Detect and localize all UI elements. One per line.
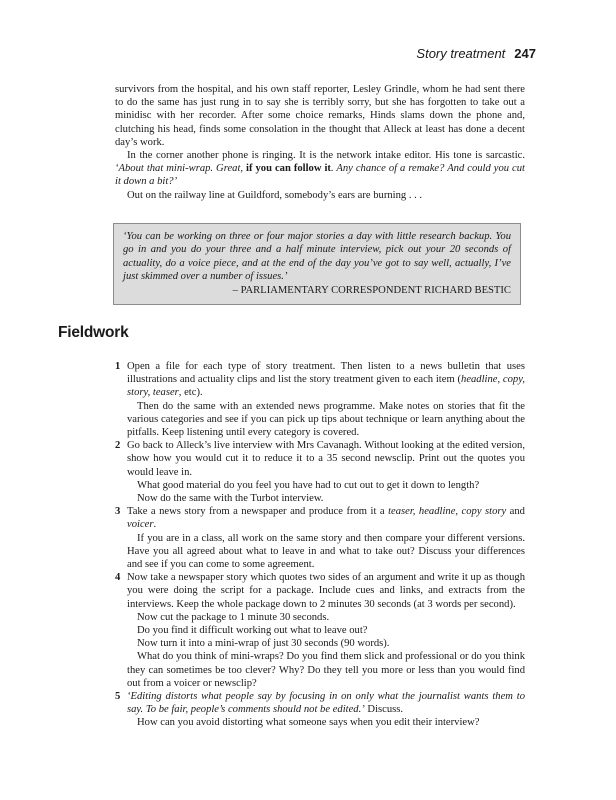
fieldwork-list	[115, 360, 525, 730]
item-paragraph: Now cut the package to 1 minute 30 seconds.	[137, 611, 330, 623]
item-text: .	[153, 519, 157, 531]
intro-p2-text: In the corner another phone is ringing. It is the network intake editor. His tone is sarcastic.	[127, 150, 525, 162]
item-number: 3	[115, 506, 121, 518]
page-number: 247	[514, 46, 536, 61]
item-paragraph: Now take a newspaper story which quotes two sides of an argument and write it up as though you were doing the script for a package. Include cues and links, and extracts from the interviews. Keep the whole package down to 2 minutes 30 seconds (at 3 words per second).	[127, 572, 525, 610]
fieldwork-item-5	[115, 690, 525, 730]
item-italic: headline, copy, story, teaser	[127, 374, 525, 399]
fieldwork-item-3	[115, 505, 525, 571]
item-text: Open a file for each type of story treatment. Then listen to a news bulletin that uses illustrations and actuality clips and list the story treatment given to each item (	[127, 361, 525, 386]
item-paragraph: Go back to Alleck’s live interview with Mrs Cavanagh. Without looking at the edited version, show how you would cut it to reduce it to a 35 second newsclip. Print out the quotes you would leave in.	[127, 440, 525, 478]
fieldwork-item-4	[115, 571, 525, 690]
intro-paragraph-2	[115, 149, 525, 189]
item-number: 5	[115, 691, 121, 703]
item-italic: ‘Editing distorts what people say by focusing in on only what the journalist wants them to say. To be fair, people’s comments should not be edited.’	[127, 691, 525, 716]
fieldwork-item-2	[115, 439, 525, 505]
item-text: Take a news story from a newspaper and produce from it a	[127, 506, 389, 518]
quote-box	[113, 223, 521, 305]
intro-p2-bold: if you can follow it	[246, 163, 331, 175]
item-paragraph: What good material do you feel you have had to cut out to get it down to length?	[137, 479, 480, 491]
item-number: 4	[115, 572, 121, 584]
intro-p2-quote-end: . Any chance of a remake? And could you cut it down a bit?’	[115, 163, 525, 188]
section-title: Story treatment	[416, 46, 506, 61]
item-text: and	[506, 506, 525, 518]
item-paragraph: How can you avoid distorting what someone says when you edit their interview?	[137, 717, 480, 729]
item-paragraph: Do you find it difficult working out what to leave out?	[137, 625, 368, 637]
intro-paragraph-3: Out on the railway line at Guildford, somebody’s ears are burning . . .	[127, 189, 423, 201]
item-number: 1	[115, 361, 121, 372]
item-text: Discuss.	[364, 704, 404, 716]
intro-p2-quote-start: ‘About that mini-wrap. Great,	[115, 163, 247, 175]
item-paragraph: If you are in a class, all work on the same story and then compare your different versions. Have you all agreed about what to leave in and what to take out? Discuss your differences and see if you can come to some agreement.	[127, 532, 525, 571]
item-paragraph: Then do the same with an extended news programme. Make notes on stories that fit the various categories and see if you can pick up tips about technique or learn anything about the pitfalls. Keep listening until every category is covered.	[127, 400, 525, 439]
running-head	[416, 46, 536, 61]
intro-paragraph-1: survivors from the hospital, and his own staff reporter, Lesley Grindle, whom he had sent there to do the same has just rung in to say she is terribly sorry, but she has forgotten to take out a minidisc with her recorder. After some choice remarks, Hinds slams down the phone and, clutching his head, finds some consolation in the thought that Alleck at least has done a decent day’s work.	[115, 84, 525, 148]
quote-attribution: – PARLIAMENTARY CORRESPONDENT RICHARD BESTIC	[232, 284, 511, 296]
item-number: 2	[115, 440, 121, 452]
item-text: , etc).	[178, 387, 203, 399]
item-paragraph	[127, 690, 525, 716]
item-paragraph	[127, 505, 525, 531]
quote-text: ‘You can be working on three or four major stories a day with little research backup. You go in and you do your three and a half minute interview, pick out your 20 seconds of actuality, do a voice piece, and at the end of the day you’ve got to say well, actually, I’ve just skimmed over a number of issues.’	[123, 231, 511, 283]
fieldwork-heading: Fieldwork	[58, 324, 129, 341]
item-paragraph: Now do the same with the Turbot interview.	[137, 493, 324, 505]
fieldwork-item-1	[115, 360, 525, 439]
item-paragraph: What do you think of mini-wraps? Do you find them slick and professional or do you think they can sometimes be too clever? Why? Do they tell you more or less than you would find out from a voicer or newsclip?	[127, 651, 525, 689]
intro-text	[115, 83, 525, 202]
item-paragraph: Now turn it into a mini-wrap of just 30 seconds (90 words).	[137, 638, 390, 650]
item-paragraph	[127, 360, 525, 400]
item-italic: teaser, headline, copy story	[388, 506, 507, 518]
item-italic: voicer	[127, 519, 154, 531]
